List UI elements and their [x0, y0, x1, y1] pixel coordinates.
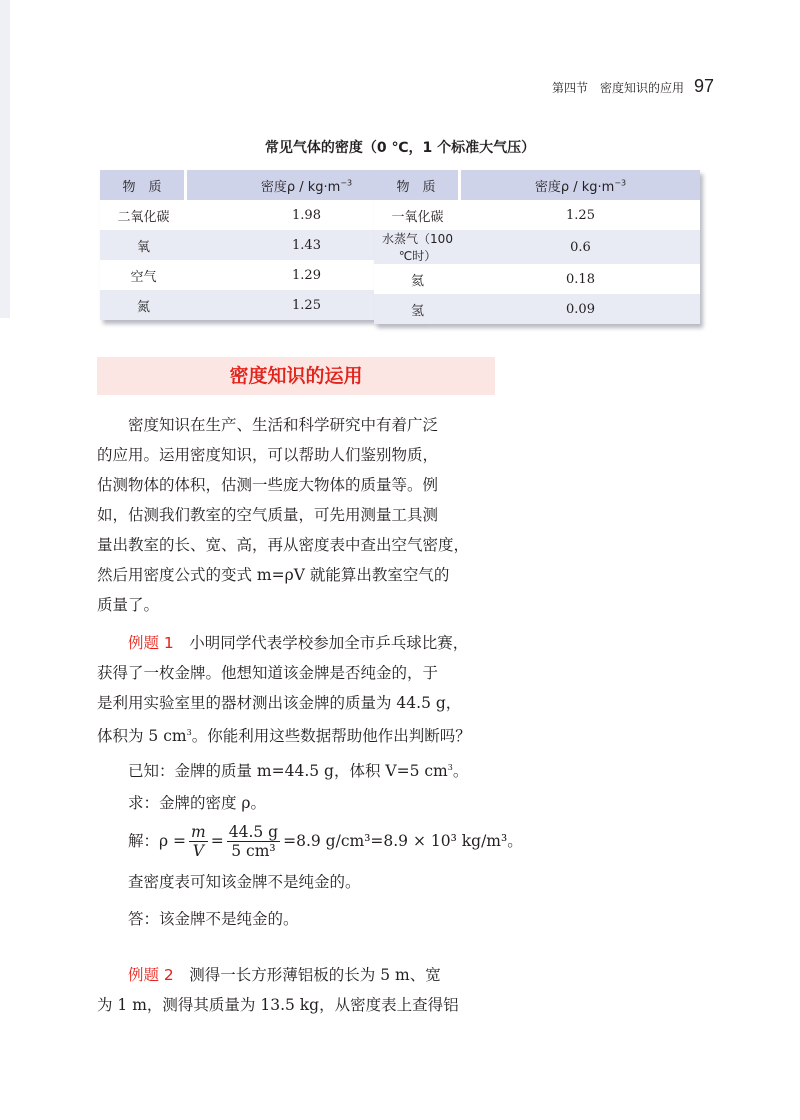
- col-header-density: 密度$\rho / kg\cdot m^{-3}$: [187, 170, 426, 200]
- example-1: 例题 1 小明同学代表学校参加全市乒乓球比赛， 获得了一枚金牌。他想知道该金牌是否纯金的，于 是利用实验室里的器材测出该金牌的质量为 44.5 g， 体积为 5 $cm^3$。你能利用这些数据帮助他作出判断吗？: [97, 628, 495, 751]
- paragraph-line: 密度知识在生产、生活和科学研究中有着广泛: [128, 416, 439, 434]
- density-value: 0.6: [461, 230, 700, 264]
- table-row: [374, 230, 700, 264]
- paragraph-line: 的应用。运用密度知识，可以帮助人们鉴别物质，: [97, 446, 439, 464]
- example-2: [97, 960, 495, 1020]
- table-row: [374, 294, 700, 324]
- col-header-material: 物 质: [374, 170, 461, 200]
- page-number: 97: [693, 76, 714, 96]
- material-name: 氢: [374, 294, 461, 324]
- page-edge-tab: [0, 0, 10, 318]
- paragraph-line: 为 1 m，测得其质量为 13.5 kg，从密度表上查得铝: [97, 996, 459, 1014]
- paragraph-line: 量出教室的长、宽、高，再从密度表中查出空气密度，: [97, 536, 470, 554]
- table-title: 常见气体的密度（0 ℃，1 个标准大气压）: [264, 140, 536, 156]
- material-name: 氧: [100, 230, 187, 260]
- density-value: 1.98: [292, 207, 321, 223]
- fraction-values: $\frac{44.5 g}{\text{5 cm³}}$: [228, 822, 279, 860]
- paragraph-line: 体积为 5 cm: [97, 727, 187, 746]
- answer-line: 答：该金牌不是纯金的。: [128, 910, 299, 928]
- density-value: 1.43: [187, 230, 426, 260]
- example-1-label: 例题 1: [128, 634, 174, 652]
- example-2-text: 测得一长方形薄铝板的长为 5 m、宽: [173, 966, 441, 984]
- paragraph-line: 是利用实验室里的器材测出该金牌的质量为 44.5 g，: [97, 694, 462, 712]
- section-title: 密度知识的运用: [97, 357, 495, 395]
- density-value: 0.09: [461, 294, 700, 324]
- density-value: 1.29: [292, 267, 321, 283]
- known-line: 已知：金牌的质量 m=44.5 g，体积 V=5 $cm^3$。: [128, 762, 469, 781]
- material-name: 水蒸气（100 ℃时）: [374, 230, 461, 264]
- intro-paragraph: [97, 410, 495, 620]
- density-value: 1.25: [566, 207, 595, 223]
- paragraph-line: 估测物体的体积，估测一些庞大物体的质量等。例: [97, 476, 439, 494]
- running-head: [552, 76, 714, 97]
- example-2-label: 例题 2: [128, 966, 174, 984]
- ask-line: 求：金牌的密度 ρ。: [128, 794, 267, 812]
- fraction-m-over-v: $\frac{m}{V}$: [191, 822, 206, 860]
- example-1-text: 小明同学代表学校参加全市乒乓球比赛，: [173, 634, 469, 652]
- density-value: 1.25: [187, 290, 426, 320]
- density-table-right: [374, 170, 700, 324]
- section-header: 第四节 密度知识的应用: [551, 81, 684, 95]
- paragraph-line: 如，估测我们教室的空气质量，可先用测量工具测: [97, 506, 439, 524]
- col-header-density: 密度$\rho / kg\cdot m^{-3}$: [461, 170, 700, 200]
- solution-formula: 解：ρ = $\frac{m}{V}$ = $\frac{44.5 g}{\text{5 cm³}}$ =8.9 g/cm³=8.9 × 10³ kg/m³。: [128, 822, 523, 860]
- material-name: 氦: [410, 273, 424, 289]
- material-name: 二氧化碳: [117, 209, 170, 225]
- paragraph-line: 质量了。: [97, 596, 160, 614]
- paragraph-line: 获得了一枚金牌。他想知道该金牌是否纯金的，于: [97, 664, 439, 682]
- table-row: [374, 264, 700, 294]
- paragraph-line: 然后用密度公式的变式 m=ρV 就能算出教室空气的: [97, 566, 450, 584]
- material-name: 氮: [100, 290, 187, 320]
- col-header-material: 物 质: [100, 170, 187, 200]
- density-value: 0.18: [566, 271, 595, 287]
- material-name: 一氧化碳: [391, 209, 444, 225]
- check-line: 查密度表可知该金牌不是纯金的。: [128, 873, 361, 891]
- material-name: 空气: [130, 269, 157, 285]
- table-row: [374, 200, 700, 230]
